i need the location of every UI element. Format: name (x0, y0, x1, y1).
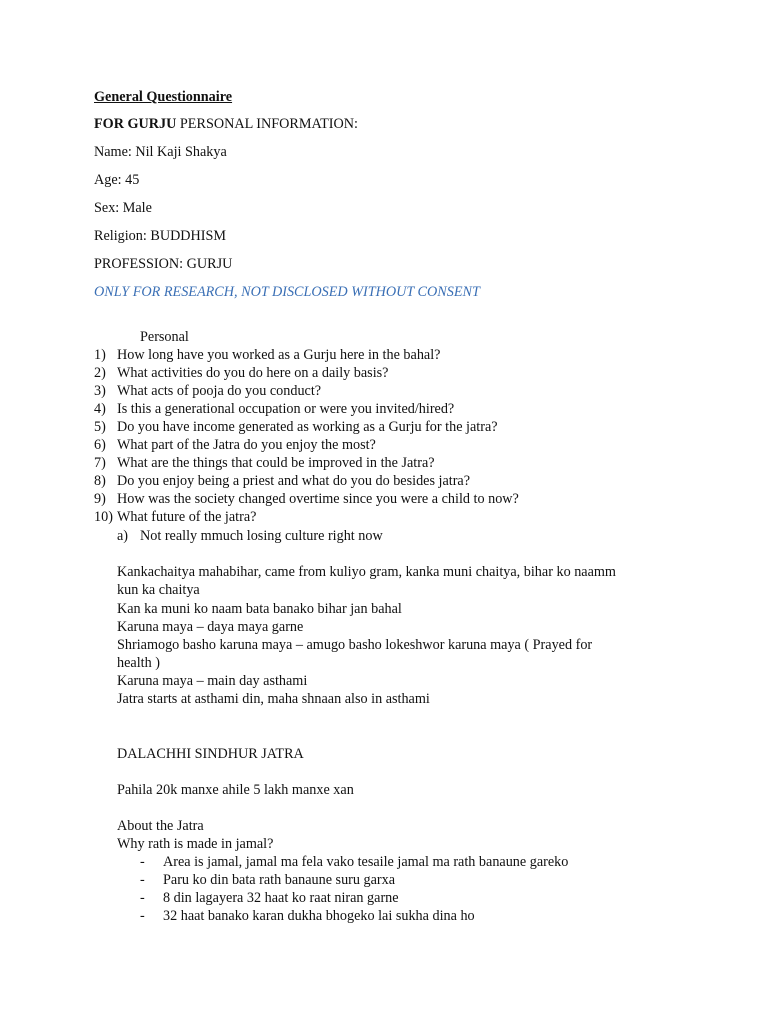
consent-notice: ONLY FOR RESEARCH, NOT DISCLOSED WITHOUT CONSENT (94, 284, 480, 300)
question-number: 6) (94, 437, 106, 453)
question-number: 4) (94, 401, 106, 417)
profession-field: PROFESSION: GURJU (94, 256, 233, 272)
question-number: 2) (94, 365, 106, 381)
answer-text: Not really mmuch losing culture right now (140, 528, 383, 544)
question-number: 9) (94, 491, 106, 507)
question-number: 3) (94, 383, 106, 399)
question-text: What part of the Jatra do you enjoy the most? (117, 437, 376, 453)
question-text: Is this a generational occupation or were you invited/hired? (117, 401, 455, 417)
note-line: Jatra starts at asthami din, maha shnaan also in asthami (117, 691, 430, 707)
for-gurju-label: FOR GURJU (94, 116, 177, 132)
question-text: How long have you worked as a Gurju here in the bahal? (117, 347, 441, 363)
religion-field: Religion: BUDDHISM (94, 228, 227, 244)
note-line: Shriamogo basho karuna maya – amugo basho lokeshwor karuna maya ( Prayed for (117, 637, 593, 653)
question-text: How was the society changed overtime since you were a child to now? (117, 491, 519, 507)
question-number: 10) (94, 509, 113, 525)
note-line: kun ka chaitya (117, 582, 200, 598)
section-personal-heading: Personal (140, 329, 189, 345)
personal-info-label: PERSONAL INFORMATION: (176, 116, 358, 132)
note-line: Kankachaitya mahabihar, came from kuliyo gram, kanka muni chaitya, bihar ko naamm (117, 564, 616, 580)
for-gurju-heading (94, 115, 358, 133)
bullet-text: 8 din lagayera 32 haat ko raat niran garne (163, 890, 399, 906)
question-text: What are the things that could be improved in the Jatra? (117, 455, 435, 471)
about-heading: About the Jatra (117, 818, 204, 834)
question-text: What acts of pooja do you conduct? (117, 383, 322, 399)
question-number: 7) (94, 455, 106, 471)
name-field: Name: Nil Kaji Shakya (94, 144, 227, 160)
note-line: health ) (117, 655, 160, 671)
bullet-dash: - (140, 908, 145, 924)
question-text: Do you have income generated as working as a Gurju for the jatra? (117, 419, 498, 435)
note-line: Karuna maya – main day asthami (117, 673, 308, 689)
sex-field: Sex: Male (94, 200, 152, 216)
note-line: Kan ka muni ko naam bata banako bihar jan bahal (117, 601, 402, 617)
age-field: Age: 45 (94, 172, 140, 188)
answer-marker: a) (117, 528, 129, 544)
rath-question: Why rath is made in jamal? (117, 836, 274, 852)
bullet-dash: - (140, 890, 145, 906)
question-number: 5) (94, 419, 106, 435)
bullet-text: Paru ko din bata rath banaune suru garxa (163, 872, 396, 888)
question-number: 8) (94, 473, 106, 489)
note-line: Karuna maya – daya maya garne (117, 619, 304, 635)
question-number: 1) (94, 347, 106, 363)
bullet-dash: - (140, 872, 145, 888)
bullet-text: 32 haat banako karan dukha bhogeko lai sukha dina ho (163, 908, 475, 924)
document-title: General Questionnaire (94, 89, 233, 105)
bullet-text: Area is jamal, jamal ma fela vako tesaile jamal ma rath banaune gareko (163, 854, 569, 870)
jatra-section-heading: DALACHHI SINDHUR JATRA (117, 746, 304, 762)
question-text: What activities do you do here on a daily basis? (117, 365, 389, 381)
question-text: Do you enjoy being a priest and what do you do besides jatra? (117, 473, 471, 489)
question-text: What future of the jatra? (117, 509, 257, 525)
bullet-dash: - (140, 854, 145, 870)
crowd-note: Pahila 20k manxe ahile 5 lakh manxe xan (117, 782, 354, 798)
